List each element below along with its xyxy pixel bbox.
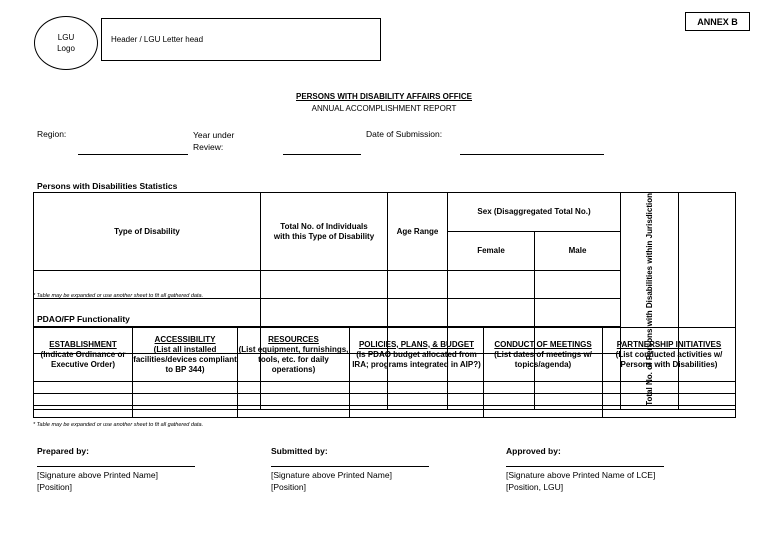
office-title: PERSONS WITH DISABILITY AFFAIRS OFFICE <box>295 92 472 101</box>
letterhead-box <box>101 18 381 61</box>
annex-label: ANNEX B <box>685 12 750 31</box>
pdao-table <box>33 327 736 418</box>
submitted-by-block: [Signature above Printed Name] [Position] <box>271 470 392 492</box>
stats-heading: Persons with Disabilities Statistics <box>37 181 178 191</box>
approved-by-signature-line[interactable] <box>506 466 664 467</box>
date-line[interactable] <box>460 154 604 155</box>
year-label: Year under Review: <box>193 130 235 152</box>
logo-line-2: Logo <box>57 44 75 53</box>
prepared-by-label: Prepared by: <box>37 446 89 456</box>
col-female: Female <box>448 232 535 271</box>
submitted-by-label: Submitted by: <box>271 446 328 456</box>
table-row <box>34 394 736 406</box>
table-row <box>34 406 736 418</box>
col-accessibility: ACCESSIBILITY (List all installed facilities/devices compliant to BP 344) <box>133 328 238 382</box>
lgu-logo-placeholder <box>34 16 98 70</box>
logo-line-1: LGU <box>57 33 75 42</box>
approved-by-block: [Signature above Printed Name of LCE] [Position, LGU] <box>506 470 656 492</box>
region-label: Region: <box>37 129 67 139</box>
col-age-range: Age Range <box>388 193 448 271</box>
report-title: ANNUAL ACCOMPLISHMENT REPORT <box>311 104 457 113</box>
col-establishment: ESTABLISHMENT (Indicate Ordinance or Executive Order) <box>34 328 133 382</box>
date-label: Date of Submission: <box>366 129 443 139</box>
pdao-heading: PDAO/FP Functionality <box>37 314 130 324</box>
col-total-individuals: Total No. of Individuals with this Type of Disability <box>261 193 388 271</box>
col-meetings: CONDUCT OF MEETINGS (List dates of meetings w/ topics/agenda) <box>484 328 603 382</box>
col-male: Male <box>535 232 621 271</box>
approved-by-label: Approved by: <box>506 446 561 456</box>
year-line[interactable] <box>283 154 361 155</box>
prepared-by-block: [Signature above Printed Name] [Position] <box>37 470 158 492</box>
prepared-by-signature-line[interactable] <box>37 466 195 467</box>
col-type-of-disability: Type of Disability <box>34 193 261 271</box>
pdao-note: * Table may be expanded or use another sheet to fit all gathered data. <box>33 422 204 428</box>
col-policies: POLICIES, PLANS, & BUDGET (Is PDAO budget allocated from IRA; programs integrated in AIP?) <box>350 328 484 382</box>
region-line[interactable] <box>78 154 188 155</box>
col-sex: Sex (Disaggregated Total No.) <box>448 193 621 232</box>
col-partnership: PARTNERSHIP INITIATIVES (List conducted activities w/ Persons with Disabilities) <box>603 328 736 382</box>
col-total-jurisdiction: Total No. of Persons with Disabilities within Jurisdiction <box>621 193 679 410</box>
submitted-by-signature-line[interactable] <box>271 466 429 467</box>
stats-note: * Table may be expanded or use another sheet to fit all gathered data. <box>33 293 204 299</box>
table-row <box>34 382 736 394</box>
col-resources: RESOURCES (List equipment, furnishings, tools, etc. for daily operations) <box>238 328 350 382</box>
letterhead-text: Header / LGU Letter head <box>111 35 204 44</box>
